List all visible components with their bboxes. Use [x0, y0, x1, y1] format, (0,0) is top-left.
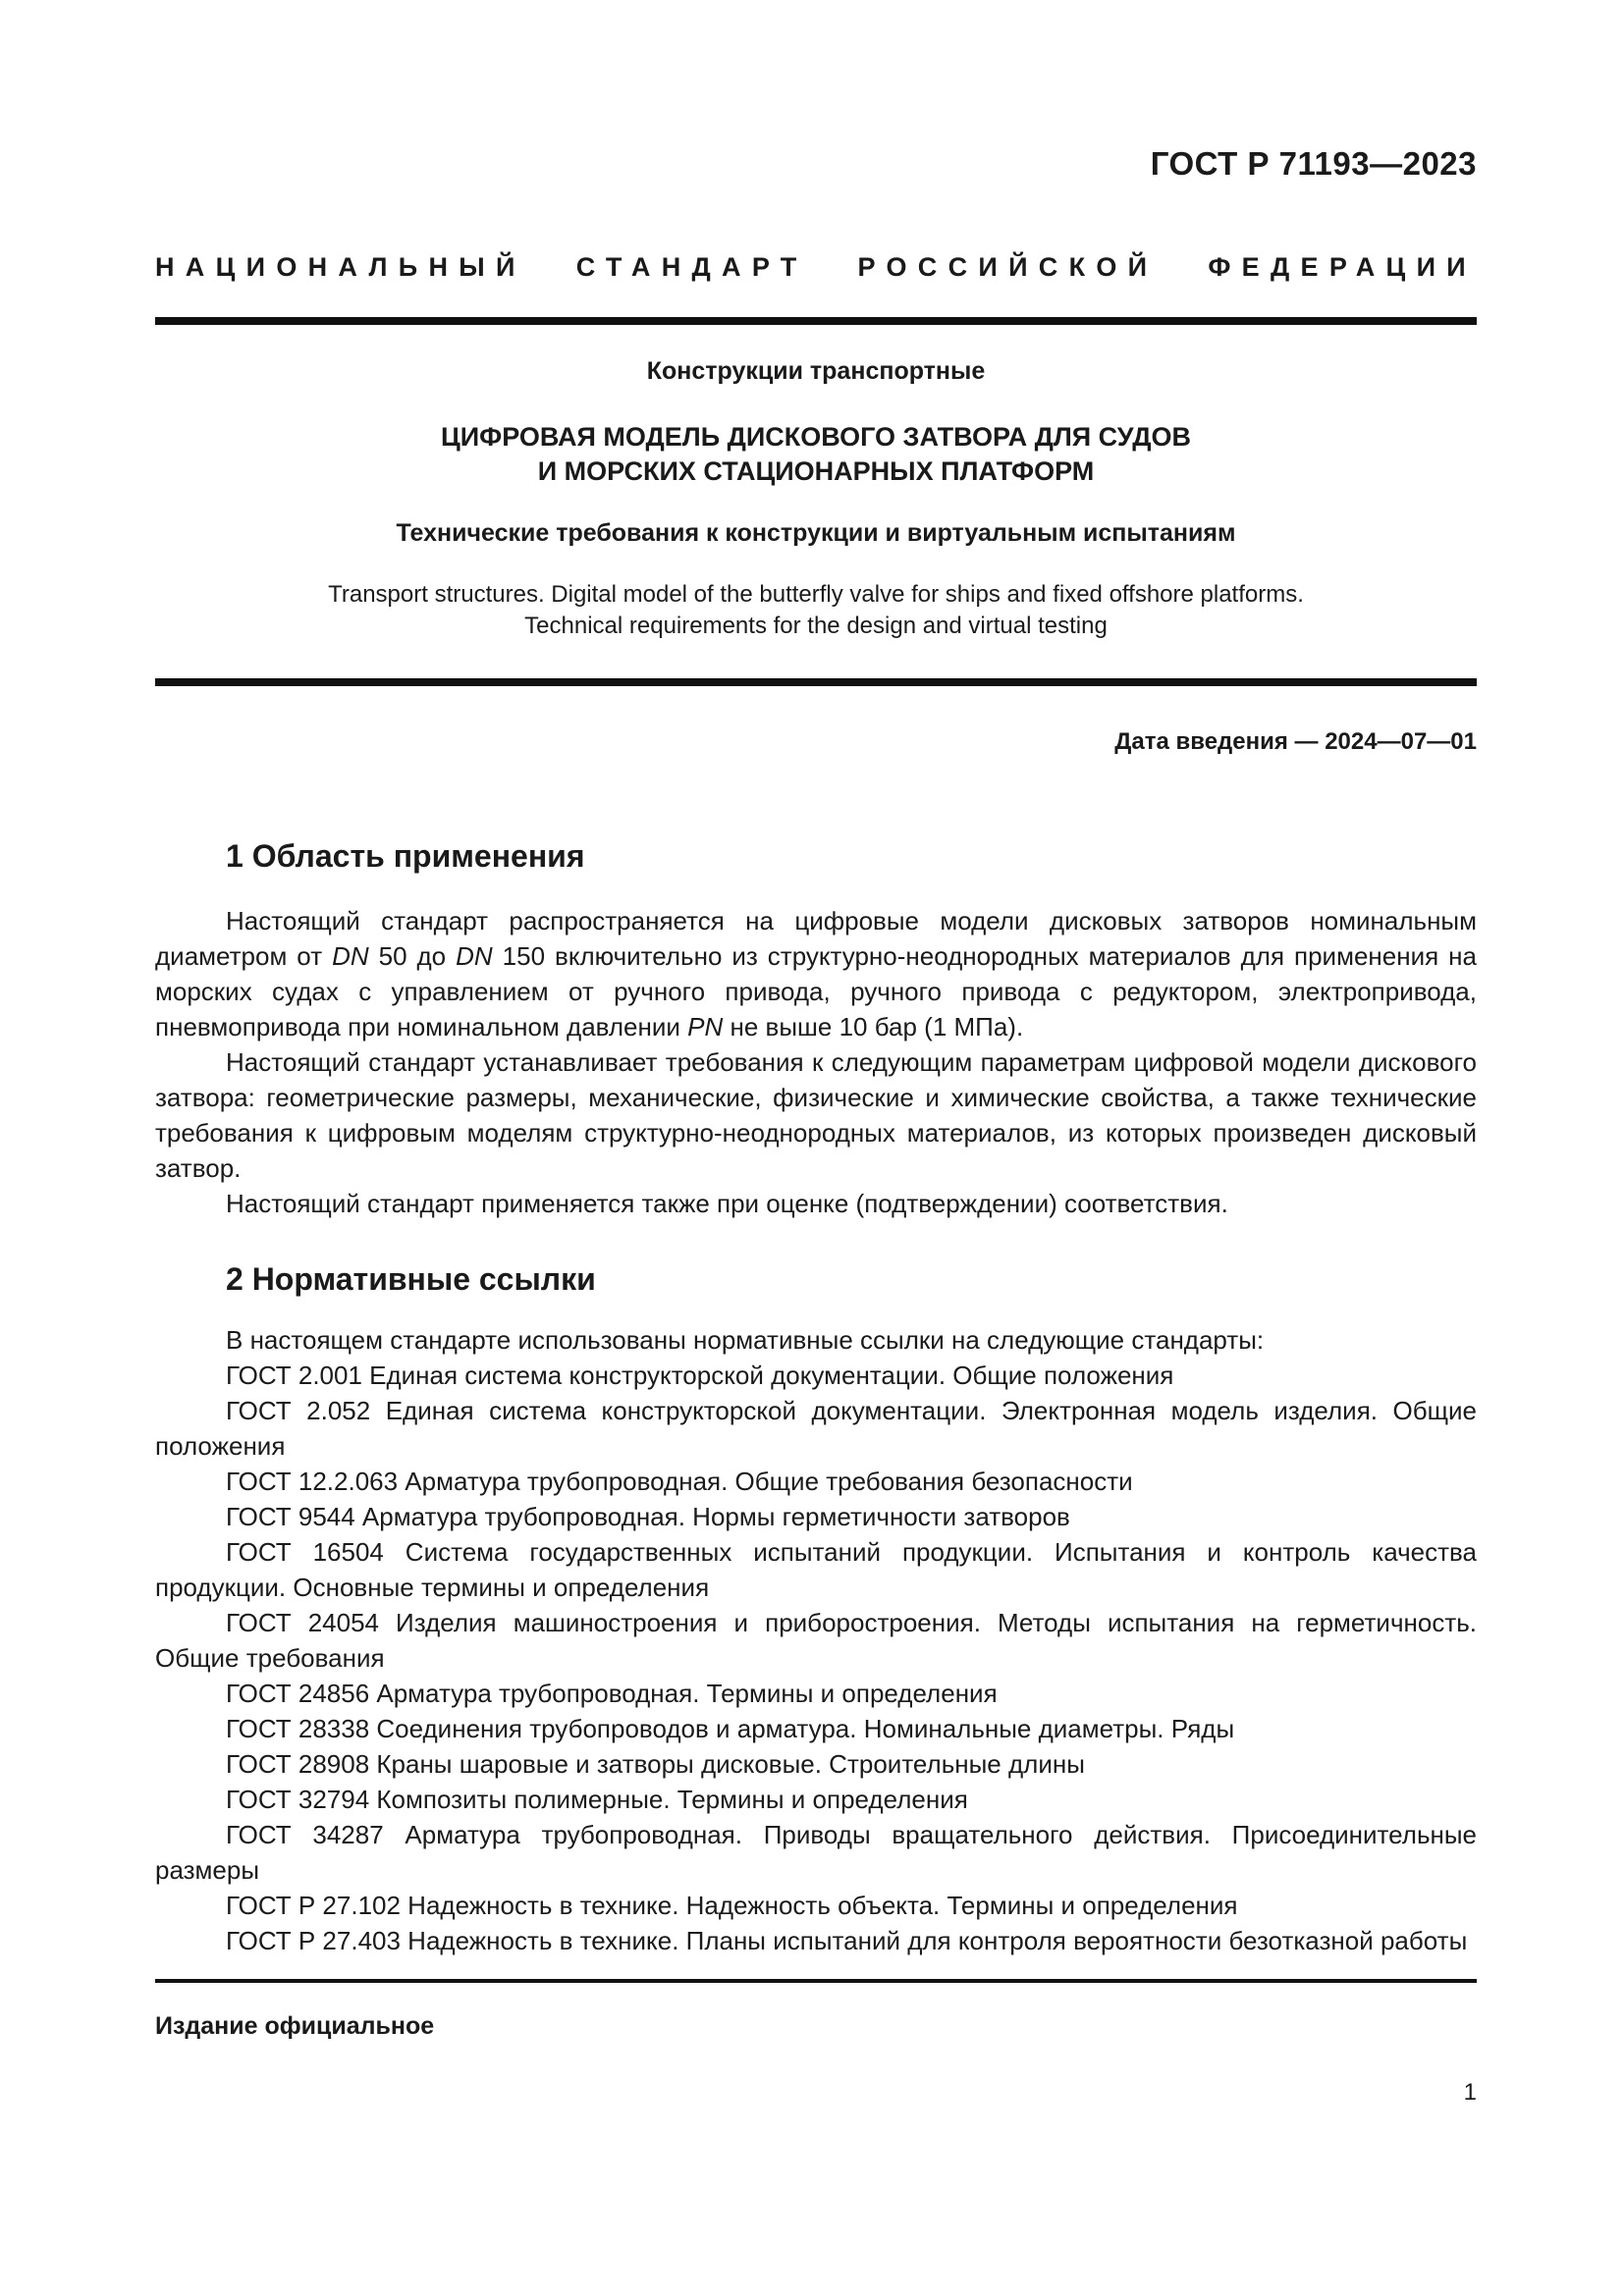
references-intro: В настоящем стандарте использованы нормативные ссылки на следующие стандарты:	[226, 1325, 1265, 1355]
reference-item: ГОСТ Р 27.403 Надежность в технике. Планы испытаний для контроля вероятности безотказной работы	[226, 1926, 1468, 1955]
reference-item: ГОСТ 32794 Композиты полимерные. Термины и определения	[226, 1785, 968, 1814]
section-1-paragraph-1: Настоящий стандарт распространяется на цифровые модели дисковых затворов номинальным диаметром от DN 50 до DN 150 включительно из структурно-неоднородных материалов для применения на морских судах с управлением от ручного привода, ручного привода с редуктором, электропривода, пневмопривода при номинальном давлении PN не выше 10 бар (1 МПа).	[155, 906, 1477, 1041]
title-divider	[155, 678, 1477, 686]
footer-divider	[155, 1979, 1477, 1983]
english-title-line-2: Technical requirements for the design and virtual testing	[524, 613, 1108, 639]
reference-item: ГОСТ 28338 Соединения трубопроводов и арматура. Номинальные диаметры. Ряды	[226, 1714, 1235, 1743]
section-1-paragraph-3: Настоящий стандарт применяется также при оценке (подтверждении) соответствия.	[226, 1189, 1228, 1218]
official-edition-label: Издание официальное	[155, 2012, 435, 2040]
reference-item: ГОСТ 12.2.063 Арматура трубопроводная. Общие требования безопасности	[226, 1467, 1133, 1496]
reference-item: ГОСТ 16504 Система государственных испытаний продукции. Испытания и контроль качества продукции. Основные термины и определения	[155, 1537, 1477, 1602]
section-1-paragraph-2: Настоящий стандарт устанавливает требования к следующим параметрам цифровой модели дискового затвора: геометрические размеры, механические, физические и химические свойства, а также технические требования к цифровым моделям структурно-неоднородных материалов, из которых произведен дисковый затвор.	[155, 1047, 1477, 1183]
reference-item: ГОСТ 24856 Арматура трубопроводная. Термины и определения	[226, 1679, 998, 1708]
standard-title	[155, 420, 1477, 489]
reference-item: ГОСТ Р 27.102 Надежность в технике. Надежность объекта. Термины и определения	[226, 1891, 1238, 1920]
english-title-line-1: Transport structures. Digital model of the butterfly valve for ships and fixed offshore platforms.	[328, 581, 1304, 608]
reference-item: ГОСТ 34287 Арматура трубопроводная. Приводы вращательного действия. Присоединительные размеры	[155, 1820, 1477, 1885]
standard-title-line-1: ЦИФРОВАЯ МОДЕЛЬ ДИСКОВОГО ЗАТВОРА ДЛЯ СУДОВ	[441, 422, 1191, 452]
standard-title-line-2: И МОРСКИХ СТАЦИОНАРНЫХ ПЛАТФОРМ	[537, 456, 1095, 486]
introduction-date: Дата введения — 2024—07—01	[1114, 728, 1477, 755]
standard-group: Конструкции транспортные	[646, 357, 986, 385]
reference-item: ГОСТ 2.001 Единая система конструкторской документации. Общие положения	[226, 1361, 1174, 1390]
section-1-heading: 1 Область применения	[226, 838, 585, 874]
section-1-body	[155, 903, 1477, 1221]
reference-item: ГОСТ 24054 Изделия машиностроения и приборостроения. Методы испытания на герметичность. Общие требования	[155, 1608, 1477, 1673]
section-2-heading: 2 Нормативные ссылки	[226, 1261, 596, 1297]
normative-references	[155, 1322, 1477, 1958]
top-divider	[155, 317, 1477, 325]
standard-code: ГОСТ Р 71193—2023	[1150, 145, 1477, 182]
reference-item: ГОСТ 28908 Краны шаровые и затворы дисковые. Строительные длины	[226, 1749, 1085, 1779]
national-standard-heading: НАЦИОНАЛЬНЫЙ СТАНДАРТ РОССИЙСКОЙ ФЕДЕРАЦИИ	[155, 252, 1477, 282]
reference-item: ГОСТ 2.052 Единая система конструкторской документации. Электронная модель изделия. Общие положения	[155, 1396, 1477, 1461]
english-title	[155, 579, 1477, 642]
standard-subtitle: Технические требования к конструкции и виртуальным испытаниям	[396, 519, 1236, 547]
reference-item: ГОСТ 9544 Арматура трубопроводная. Нормы герметичности затворов	[226, 1502, 1070, 1531]
page-number: 1	[1463, 2079, 1477, 2106]
